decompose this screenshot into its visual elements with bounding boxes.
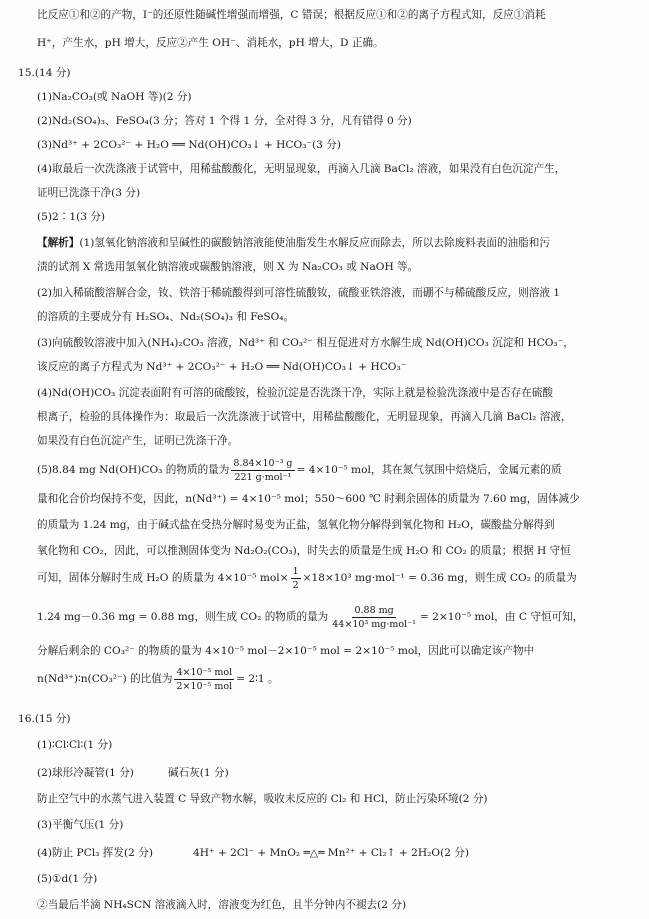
text-segment: ×18×10³ mg·mol⁻¹ = 0.36 mg，则生成 CO₂ 的质量为 — [302, 572, 577, 584]
answer-line: (4)取最后一次洗涤液于试管中，用稀盐酸酸化，无明显现象，再滴入几滴 BaCl₂ 溶液，如果没有白色沉淀产生， — [37, 163, 566, 175]
text-segment: 可知，固体分解时生成 H₂O 的质量为 4×10⁻⁵ mol× — [37, 572, 289, 584]
text-segment: (4)防止 PCl₃ 挥发(2 分) — [37, 847, 153, 859]
answer-line: (3)平衡气压(1 分) — [37, 819, 124, 831]
answer-line: (3)Nd³⁺ + 2CO₃²⁻ + H₂O ══ Nd(OH)CO₃↓ + HCO₃⁻(3 分) — [37, 139, 341, 151]
analysis-line: 的质量为 1.24 mg，由于碱式盐在受热分解时易变为正盐，氢氧化物分解得到氧化物和 H₂O，碳酸盐分解得到 — [37, 519, 555, 531]
analysis-line: 氧化物和 CO₂，因此，可以推测固体变为 Nd₂O₂(CO₃)，时失去的质量是生成 H₂O 和 CO₂ 的质量；根据 H 守恒 — [37, 545, 571, 557]
text-segment: 碱石灰(1 分) — [167, 767, 229, 779]
text-segment: (5)8.84 mg Nd(OH)CO₃ 的物质的量为 — [37, 464, 230, 476]
analysis-line — [37, 664, 279, 694]
analysis-text: (1)氢氧化钠溶液和呈碱性的碳酸钠溶液能使油脂发生水解反应而除去，所以去除废料表面的油脂和污 — [79, 237, 550, 249]
analysis-line: 分解后剩余的 CO₃²⁻ 的物质的量为 4×10⁻⁵ mol－2×10⁻⁵ mol = 2×10⁻⁵ mol，因此可以确定该产物中 — [37, 645, 535, 657]
analysis-line: 该反应的离子方程式为 Nd³⁺ + 2CO₃²⁻ + H₂O ══ Nd(OH)CO₃↓ + HCO₃⁻ — [37, 361, 407, 373]
fraction-denominator: 2 — [292, 579, 299, 591]
answer-line — [37, 846, 469, 860]
analysis-line — [37, 236, 550, 250]
fraction-denominator: 2×10⁻⁵ mol — [176, 680, 233, 692]
question-number: 16.(15 分) — [18, 713, 71, 725]
fraction-numerator: 4×10⁻⁵ mol — [176, 666, 233, 678]
text-segment: 1.24 mg－0.36 mg = 0.88 mg，则生成 CO₂ 的物质的量为 — [37, 611, 329, 623]
analysis-line: (4)Nd(OH)CO₃ 沉淀表面附有可溶的硫酸铵，检验沉淀是否洗涤干净，实际上就是检验洗涤液中是否存在硫酸 — [37, 387, 553, 399]
analysis-label: 【解析】 — [37, 237, 80, 249]
fraction-numerator: 8.84×10⁻³ g — [233, 457, 293, 469]
analysis-line: (3)向硫酸钕溶液中加入(NH₄)₂CO₃ 溶液，Nd³⁺ 和 CO₃²⁻ 相互促进对方水解生成 Nd(OH)CO₃ 沉淀和 HCO₃⁻， — [37, 337, 574, 349]
fraction-denominator: 44×10³ mg·mol⁻¹ — [332, 618, 416, 630]
answer-line: 防止空气中的水蒸气进入装置 C 导致产物水解，吸收未反应的 Cl₂ 和 HCl，防止污染环境(2 分) — [37, 793, 488, 805]
fraction — [330, 605, 418, 630]
answer-line: (2)Nd₂(SO₄)₃、FeSO₄(3 分；答对 1 个得 1 分，全对得 3 分，凡有错得 0 分) — [37, 115, 412, 127]
analysis-line: 如果没有白色沉淀产生，证明已洗涤干净。 — [37, 435, 239, 447]
equation: 4H⁺ + 2Cl⁻ + MnO₂ ═△═ Mn²⁺ + Cl₂↑ + 2H₂O(2 分) — [192, 847, 470, 859]
analysis-line: (2)加入稀硫酸溶解合金，钕、铁溶于稀硫酸得到可溶性硫酸钕，硫酸亚铁溶液，而硼不与稀硫酸反应，则溶液 1 — [37, 287, 561, 299]
fraction-numerator: 1 — [292, 565, 299, 577]
text-segment: = 2∶1 。 — [236, 673, 279, 685]
fraction — [174, 667, 234, 692]
answer-line: (1)∶Cl∶Cl∶(1 分) — [37, 739, 113, 751]
analysis-line — [37, 603, 583, 631]
fraction-numerator: 0.88 mg — [354, 604, 394, 616]
text-segment: n(Nd³⁺)∶n(CO₃²⁻) 的比值为 — [37, 673, 173, 685]
answer-line: ②当最后半滴 NH₄SCN 溶液滴入时，溶液变为红色，且半分钟内不褪去(2 分) — [37, 899, 407, 911]
analysis-line — [37, 564, 577, 592]
text-line: H⁺，产生水，pH 增大，反应②产生 OH⁻、消耗水，pH 增大，D 正确。 — [37, 37, 384, 49]
analysis-line: 根离子，检验的具体操作为：取最后一次洗涤液于试管中，用稀盐酸酸化，无明显现象，再滴入几滴 BaCl₂ 溶液， — [37, 411, 572, 423]
answer-line: (1)Na₂CO₃(或 NaOH 等)(2 分) — [37, 91, 192, 103]
answer-line: 证明已洗涤干净(3 分) — [37, 187, 141, 199]
analysis-line: 的溶质的主要成分有 H₂SO₄、Nd₂(SO₄)₃ 和 FeSO₄。 — [37, 311, 295, 323]
question-number: 15.(14 分) — [18, 67, 71, 79]
fraction-denominator: 221 g·mol⁻¹ — [234, 471, 292, 483]
answer-line — [37, 766, 229, 780]
text-segment: = 2×10⁻⁵ mol，由 C 守恒可知， — [419, 611, 584, 623]
analysis-line — [37, 456, 562, 484]
analysis-line: 渍的试剂 X 常选用氢氧化钠溶液或碳酸钠溶液，则 X 为 Na₂CO₃ 或 NaOH 等。 — [37, 261, 419, 273]
answer-line: (5)2∶1(3 分) — [37, 211, 106, 223]
analysis-line: 量和化合价均保持不变，因此，n(Nd³⁺) = 4×10⁻⁵ mol；550～600 ℃ 时剩余固体的质量为 7.60 mg，固体减少 — [37, 493, 580, 505]
answer-line: (5)①d(1 分) — [37, 873, 98, 885]
fraction — [231, 458, 294, 483]
text-line: 比反应①和②的产物，I⁻的还原性随碱性增强而增强，C 错误；根据反应①和②的离子方程式知，反应①消耗 — [37, 9, 546, 21]
fraction — [291, 566, 301, 591]
text-segment: = 4×10⁻⁵ mol，其在氮气氛围中焙烧后，金属元素的质 — [296, 464, 562, 476]
text-segment: (2)球形冷凝管(1 分) — [37, 767, 134, 779]
